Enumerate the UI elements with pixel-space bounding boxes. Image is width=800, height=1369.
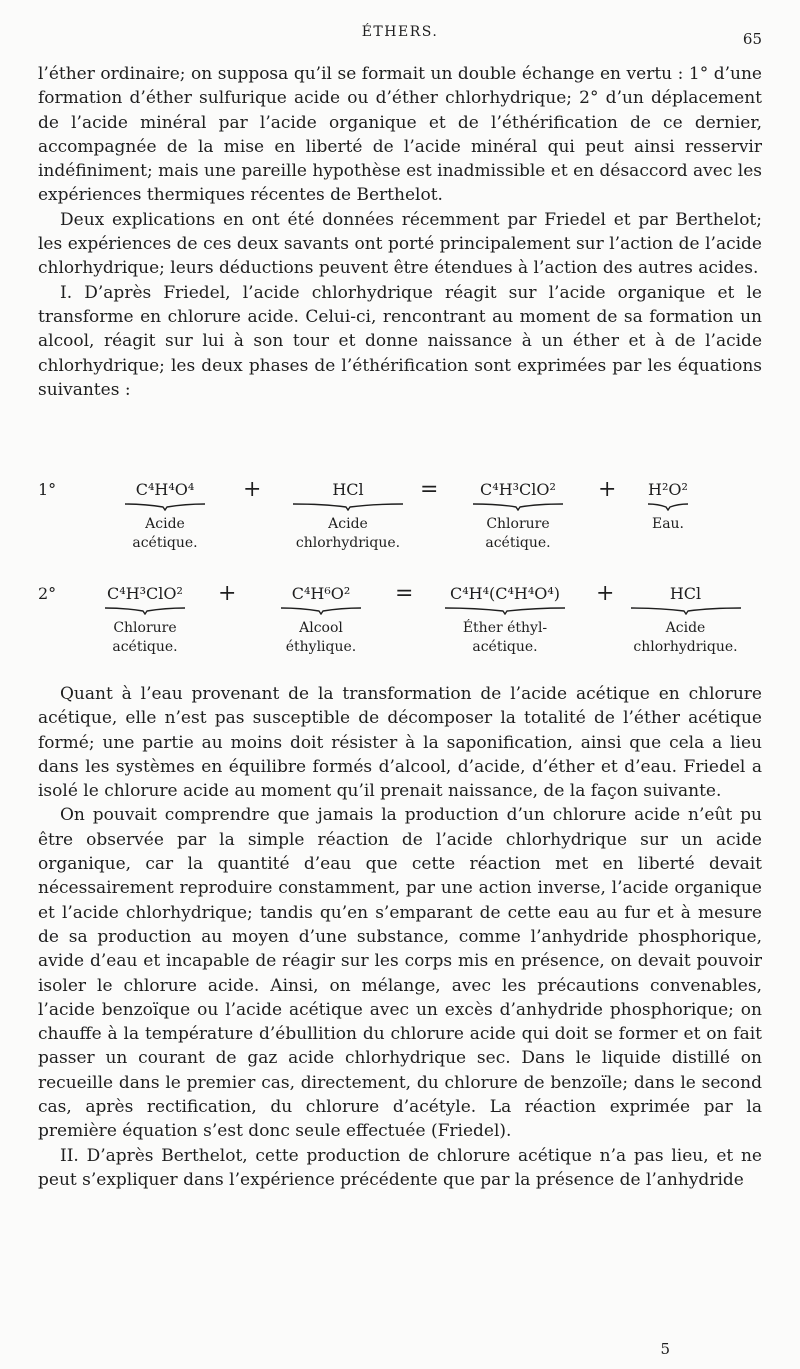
chemical-formula: HCl [669,584,702,603]
equation-term [633,478,703,534]
equation-term [266,582,376,657]
plus-operator: + [598,477,617,502]
compound-name: acétique. [132,535,198,551]
compound-name: acétique. [112,639,178,655]
equation-number: 2° [38,584,57,603]
compound-name: Acide [665,620,706,636]
compound-name: chlorhydrique. [633,639,738,655]
compound-name: Eau. [651,516,685,532]
compound-name: Chlorure [486,516,550,532]
chemical-formula: C⁴H⁴(C⁴H⁴O⁴) [449,584,561,603]
underbrace-icon [105,607,185,615]
paragraph: On pouvait comprendre que jamais la production d’un chlorure acide n’eût pu être observée par la simple réaction de l’acide chlorhydrique sur un acide organique, car la quantité d’eau que cette réaction met en liberté devait nécessairement reproduire constamment, par une action inverse, l’acide organique et l’acide chlorhydrique; tandis qu’en s’emparant de cette eau au fur et à mesure de sa production au moyen d’une substance, comme l’anhydride phosphorique, avide d’eau et incapable de réagir sur les corps mis en présence, on devait pouvoir isoler le chlorure acide. Ainsi, on mélange, avec les précautions convenables, l’acide benzoïque ou l’acide acétique avec un excès d’anhydride phosphorique; on chauffe à la température d’ébullition du chlorure acide qui doit se former et on fait passer un courant de gaz acide chlorhydrique sec. Dans le liquide distillé on recueille dans le premier cas, directement, du chlorure de benzoïle; dans le second cas, après rectification, du chlorure d’acétyle. La réaction exprimée par la première équation s’est donc seule effectuée (Friedel). [38,805,762,1142]
paragraph: II. D’après Berthelot, cette production de chlorure acétique n’a pas lieu, et ne peut s’expliquer dans l’expérience précédente que par la présence de l’anhydride [38,1145,762,1190]
plus-operator: + [218,581,237,606]
underbrace-icon [445,607,565,615]
paragraph: Quant à l’eau provenant de la transformation de l’acide acétique en chlorure acétique, elle n’est pas susceptible de décomposer la totalité de l’éther acétique formé; une partie au moins doit résister à la saponification, ainsi que cela a lieu dans les systèmes en équilibre formés d’alcool, d’acide, d’éther et d’eau. Friedel a isolé le chlorure acide au moment qu’il prenait naissance, de la façon suivante. [38,684,762,802]
compound-name: Alcool [299,620,343,636]
chemical-formula: C⁴H³ClO² [480,480,556,499]
paragraph: Deux explications en ont été données récemment par Friedel et par Berthelot; les expériences de ces deux savants ont porté principalement sur l’action de l’acide chlorhydrique; leurs déductions peuvent être étendues à l’action des autres acides. [38,209,762,279]
equals-operator: = [395,581,414,606]
body-text-top [38,62,762,402]
page-number: 65 [742,30,762,48]
running-title: ÉTHERS. [361,24,439,40]
underbrace-icon [631,607,741,615]
equals-operator: = [420,477,439,502]
paragraph: I. D’après Friedel, l’acide chlorhydrique réagit sur l’acide organique et le transforme en chlorure acide. Celui-ci, rencontrant au moment de sa formation un alcool, réagit sur lui à son tour et donne naissance à un éther et à de l’acide chlorhydrique; les deux phases de l’éthérification sont exprimées par les équations suivantes : [38,282,762,400]
chemical-formula: C⁴H⁶O² [291,584,351,603]
compound-name: Chlorure [113,620,177,636]
underbrace-icon [648,503,688,511]
chemical-formula: C⁴H³ClO² [107,584,183,603]
equation-term [430,582,580,657]
equation-term [90,582,200,657]
compound-name: Éther éthyl- [462,620,548,636]
underbrace-icon [281,607,361,615]
underbrace-icon [125,503,205,511]
body-text-bottom [38,682,762,1192]
equation-term [283,478,413,553]
equation-2 [38,582,762,682]
compound-name: Acide [328,516,368,532]
equations-block [38,478,762,688]
equation-1 [38,478,762,578]
compound-name: chlorhydrique. [295,535,401,551]
page-header [0,24,800,50]
compound-name: éthylique. [285,639,357,655]
equation-term [623,582,748,657]
equation-number: 1° [38,480,57,499]
chemical-formula: C⁴H⁴O⁴ [135,480,195,499]
paragraph: l’éther ordinaire; on supposa qu’il se formait un double échange en vertu : 1° d’une formation d’éther sulfurique acide ou d’éther chlorhydrique; 2° d’un déplacement de l’acide minéral par l’acide organique et de l’éthérification de ce dernier, accompagnée de la mise en liberté de l’acide minéral qui peut ainsi resservir indéfiniment; mais une pareille hypothèse est inadmissible et en désaccord avec les expériences thermiques récentes de Berthelot. [38,64,762,206]
equation-term [453,478,583,553]
plus-operator: + [596,581,615,606]
underbrace-icon [473,503,563,511]
equation-term [100,478,230,553]
chemical-formula: H²O² [648,480,688,499]
compound-name: acétique. [472,639,538,655]
signature-mark: 5 [660,1340,670,1358]
chemical-formula: HCl [332,480,364,499]
plus-operator: + [243,477,262,502]
underbrace-icon [293,503,403,511]
compound-name: Acide [145,516,185,532]
compound-name: acétique. [485,535,551,551]
